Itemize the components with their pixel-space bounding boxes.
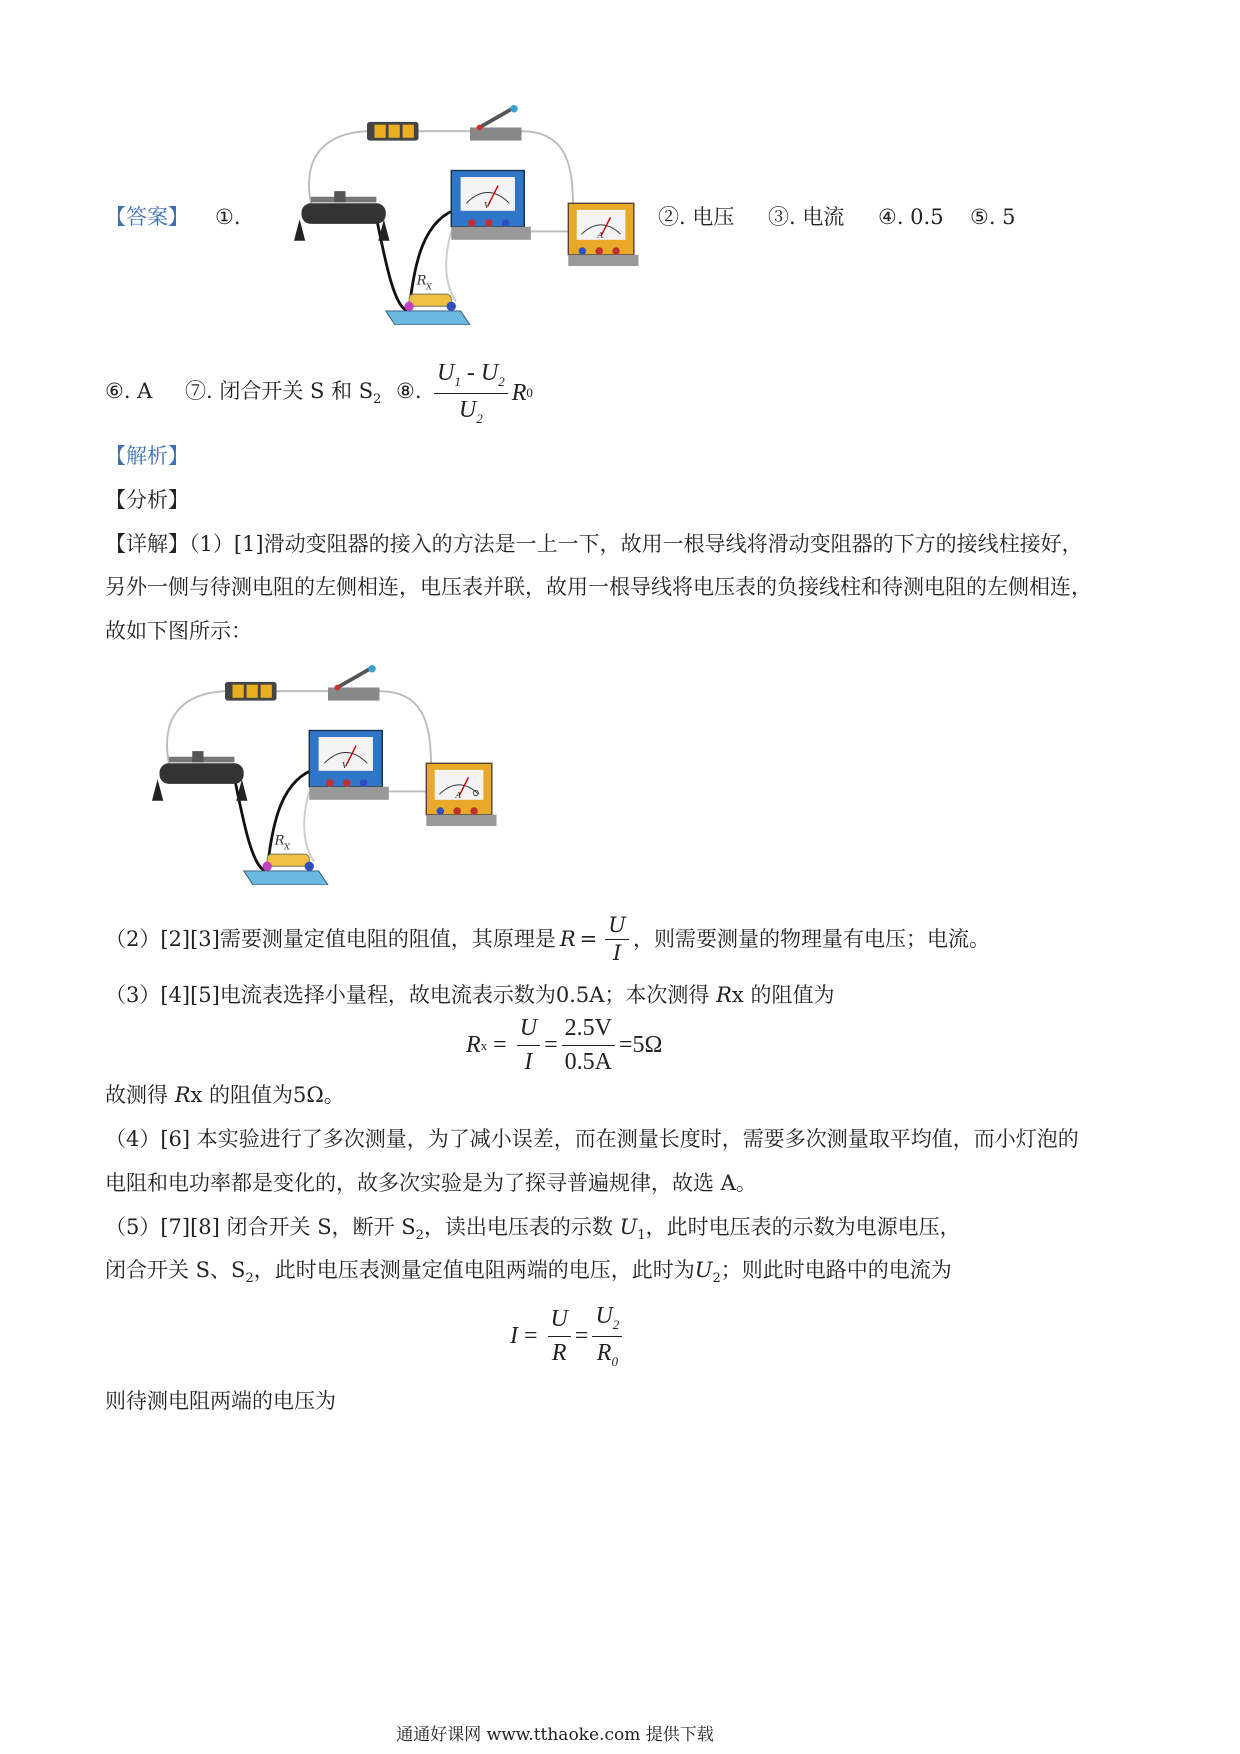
circuit-diagram-detail — [138, 665, 518, 885]
answer-item-4: ④. 0.5 — [878, 205, 944, 229]
answer-item-2: ②. 电压 — [658, 205, 735, 229]
paragraph-4-line-2: 电阻和电功率都是变化的，故多次实验是为了探寻普遍规律，故选 A。 — [105, 1171, 757, 1195]
figure-period: 。 — [472, 775, 493, 799]
paragraph-6: 则待测电阻两端的电压为 — [105, 1389, 336, 1413]
circuit-diagram-answer — [280, 105, 660, 325]
paragraph-5-line-1: （5）[7][8] 闭合开关 S，断开 $S_2$，读出电压表的示数 $U_1$，此时电压表的示数为电源电压， — [105, 1215, 961, 1244]
formula-current: I = $\frac{U}{R}$ = $\frac{U_2}{R_0}$ — [510, 1303, 626, 1370]
paragraph-5-line-2: 闭合开关 S、$S_2$，此时电压表测量定值电阻两端的电压，此时为$U_2$；则此时电路中的电流为 — [105, 1258, 952, 1287]
answer-item-3: ③. 电流 — [768, 205, 845, 229]
analysis-tag: 【解析】 — [105, 444, 189, 468]
detail-line-1: 【详解】（1）[1]滑动变阻器的接入的方法是一上一下，故用一根导线将滑动变阻器的下方的接线柱接好， — [105, 532, 1083, 556]
detail-line-3: 故如下图所示： — [105, 619, 252, 643]
answer-item-5: ⑤. 5 — [970, 205, 1016, 229]
fenxi-tag: 【分析】 — [105, 488, 189, 512]
fraction: $\frac{U_1 - U_2}{U_2}$ — [434, 360, 508, 427]
detail-line-2: 另外一侧与待测电阻的左侧相连，电压表并联，故用一根导线将电压表的负接线柱和待测电阻的左侧相连， — [105, 575, 1092, 599]
answer-item-1: ①. — [215, 205, 241, 229]
paragraph-3b: 故测得 Rx 的阻值为5Ω。 — [105, 1083, 345, 1107]
paragraph-3: （3）[4][5]电流表选择小量程，故电流表示数为0.5A；本次测得 Rx 的阻值为 — [105, 983, 835, 1007]
paragraph-4-line-1: （4）[6] 本实验进行了多次测量，为了减小误差，而在测量长度时，需要多次测量取平均值，而小灯泡的 — [105, 1127, 1079, 1151]
answer-item-6: ⑥. A — [105, 379, 153, 403]
answer-item-7: ⑦. 闭合开关 S 和 $S_2$ — [185, 379, 382, 408]
formula-rx: R x = $\frac{U}{I}$ = $\frac{2.5V}{0.5A}$ =5Ω — [466, 1015, 663, 1075]
page-footer: 通通好课网 www.tthaoke.com 提供下载 — [396, 1725, 714, 1745]
paragraph-2: （2）[2][3]需要测量定值电阻的阻值，其原理是 R = $\frac{U}{I}$ ，则需要测量的物理量有电压；电流。 — [105, 913, 990, 965]
answer-tag: 【答案】 — [105, 205, 189, 229]
answer-item-8-formula: $\frac{U_1 - U_2}{U_2}$ R 0 — [430, 360, 533, 427]
answer-item-8-label: ⑧. — [396, 379, 422, 403]
